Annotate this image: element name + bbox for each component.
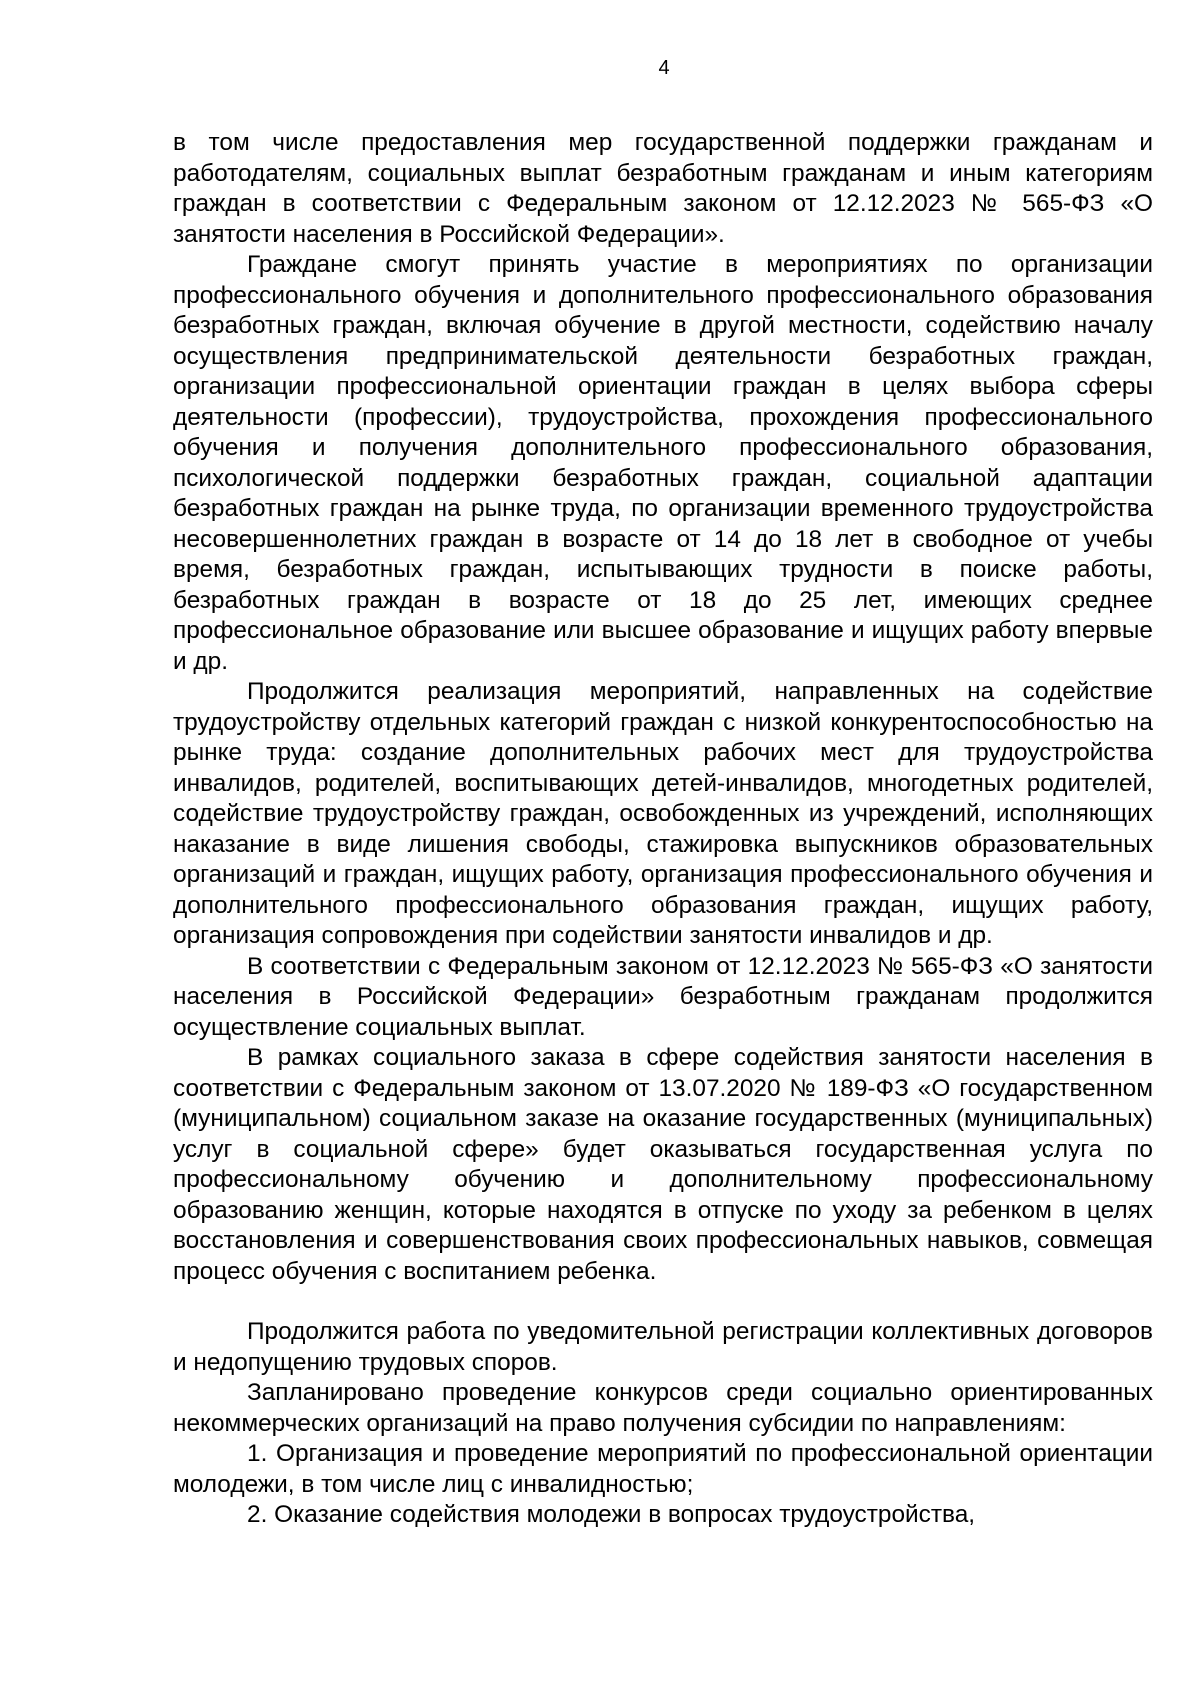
page-number: 4 [658, 57, 670, 79]
paragraph-2: Граждане смогут принять участие в мероприятиях по организации профессионального обучения и дополнительного профессионального образования безработных граждан, включая обучение в другой местности, содействию началу осуществления предпринимательской деятельности безработных граждан, организации профессиональной ориентации граждан в целях выбора сферы деятельности (профессии), трудоустройства, прохождения профессионального обучения и получения дополнительного профессионального образования, психологической поддержки безработных граждан, социальной адаптации безработных граждан на рынке труда, по организации временного трудоустройства несовершеннолетних граждан в возрасте от 14 до 18 лет в свободное от учебы время, безработных граждан, испытывающих трудности в поиске работы, безработных граждан в возрасте от 18 до 25 лет, имеющих среднее профессиональное образование или высшее образование и ищущих работу впервые и др. [173, 251, 1153, 675]
document-body [173, 128, 1153, 1531]
paragraph-gap [173, 1287, 1153, 1317]
paragraph-4: В соответствии с Федеральным законом от 12.12.2023 № 565-ФЗ «О занятости населения в Российской Федерации» безработным гражданам продолжится осуществление социальных выплат. [173, 952, 1153, 1041]
paragraph-3: Продолжится реализация мероприятий, направленных на содействие трудоустройству отдельных категорий граждан с низкой конкурентоспособностью на рынке труда: создание дополнительных рабочих мест для трудоустройства инвалидов, родителей, воспитывающих детей-инвалидов, многодетных родителей, содействие трудоустройству граждан, освобожденных из учреждений, исполняющих наказание в виде лишения свободы, стажировка выпускников образовательных организаций и граждан, ищущих работу, организация профессионального обучения и дополнительного профессионального образования граждан, ищущих работу, организация сопровождения при содействии занятости инвалидов и др. [173, 678, 1153, 949]
paragraph-1: в том числе предоставления мер государственной поддержки гражданам и работодателям, социальных выплат безработным гражданам и иным категориям граждан в соответствии с Федеральным законом от 12.12.2023 № 565-ФЗ «О занятости населения в Российской Федерации». [173, 129, 1153, 248]
list-item-1: 1. Организация и проведение мероприятий по профессиональной ориентации молодежи, в том числе лиц с инвалидностью; [173, 1440, 1153, 1498]
paragraph-6: Продолжится работа по уведомительной регистрации коллективных договоров и недопущению трудовых споров. [173, 1318, 1153, 1376]
list-item-2: 2. Оказание содействия молодежи в вопросах трудоустройства, [247, 1501, 976, 1528]
paragraph-7: Запланировано проведение конкурсов среди социально ориентированных некоммерческих организаций на право получения субсидии по направлениям: [173, 1379, 1153, 1437]
paragraph-5: В рамках социального заказа в сфере содействия занятости населения в соответствии с Федеральным законом от 13.07.2020 № 189-ФЗ «О государственном (муниципальном) социальном заказе на оказание государственных (муниципальных) услуг в социальной сфере» будет оказываться государственная услуга по профессиональному обучению и дополнительному профессиональному образованию женщин, которые находятся в отпуске по уходу за ребенком в целях восстановления и совершенствования своих профессиональных навыков, совмещая процесс обучения с воспитанием ребенка. [173, 1044, 1153, 1285]
